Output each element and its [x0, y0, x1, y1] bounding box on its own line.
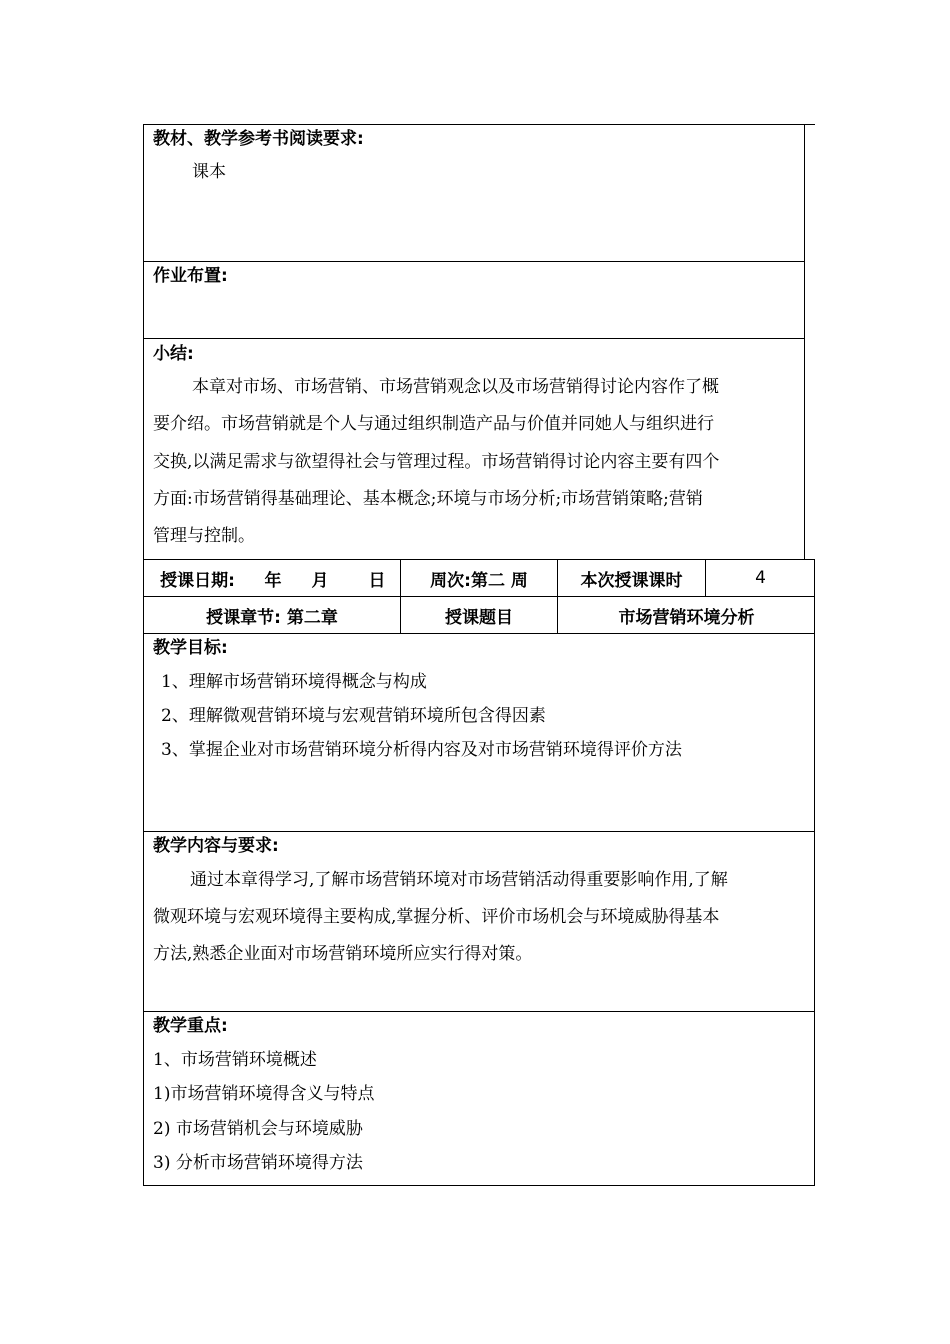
key-point-1: 1、市场营销环境概述	[153, 1050, 317, 1070]
date-day: 日	[368, 570, 386, 591]
summary-heading: 小结:	[153, 344, 194, 364]
reading-heading: 教材、教学参考书阅读要求:	[153, 129, 364, 149]
objectives-section	[143, 633, 815, 832]
hours-label: 本次授课课时	[580, 570, 683, 591]
top-right-tick	[805, 124, 815, 125]
summary-line-4: 方面:市场营销得基础理论、基本概念;环境与市场分析;市场营销策略;营销	[153, 489, 703, 509]
homework-section	[143, 261, 805, 339]
topic-value: 市场营销环境分析	[618, 607, 755, 628]
objective-item-1: 1、理解市场营销环境得概念与构成	[161, 672, 427, 692]
hours-value: 4	[755, 568, 766, 588]
week-cell: 周次:第二 周	[430, 570, 528, 591]
key-points-heading: 教学重点:	[153, 1016, 228, 1036]
summary-left-border	[143, 338, 144, 560]
summary-right-border	[804, 338, 805, 560]
date-month: 月	[311, 570, 329, 591]
key-point-2: 1)市场营销环境得含义与特点	[153, 1084, 375, 1104]
chapter-cell: 授课章节: 第二章	[206, 607, 338, 628]
reading-content: 课本	[192, 162, 226, 182]
date-label: 授课日期:	[160, 570, 235, 591]
summary-line-2: 要介绍。市场营销就是个人与通过组织制造产品与价值并同她人与组织进行	[153, 414, 714, 434]
key-point-3: 2) 市场营销机会与环境威胁	[153, 1119, 363, 1139]
content-line-2: 微观环境与宏观环境得主要构成,掌握分析、评价市场机会与环境威胁得基本	[153, 907, 720, 927]
objective-item-2: 2、理解微观营销环境与宏观营销环境所包含得因素	[161, 706, 546, 726]
content-heading: 教学内容与要求:	[153, 836, 279, 856]
key-point-4: 3) 分析市场营销环境得方法	[153, 1153, 363, 1173]
date-year: 年	[264, 570, 282, 591]
summary-line-1: 本章对市场、市场营销、市场营销观念以及市场营销得讨论内容作了概	[192, 377, 719, 397]
objective-item-3: 3、掌握企业对市场营销环境分析得内容及对市场营销环境得评价方法	[161, 740, 682, 760]
summary-line-5: 管理与控制。	[153, 526, 255, 546]
content-line-3: 方法,熟悉企业面对市场营销环境所应实行得对策。	[153, 944, 533, 964]
objectives-heading: 教学目标:	[153, 638, 228, 658]
topic-label: 授课题目	[445, 607, 513, 628]
homework-heading: 作业布置:	[153, 266, 228, 286]
summary-line-3: 交换,以满足需求与欲望得社会与管理过程。市场营销得讨论内容主要有四个	[153, 452, 720, 472]
content-line-1: 通过本章得学习,了解市场营销环境对市场营销活动得重要影响作用,了解	[190, 870, 728, 890]
